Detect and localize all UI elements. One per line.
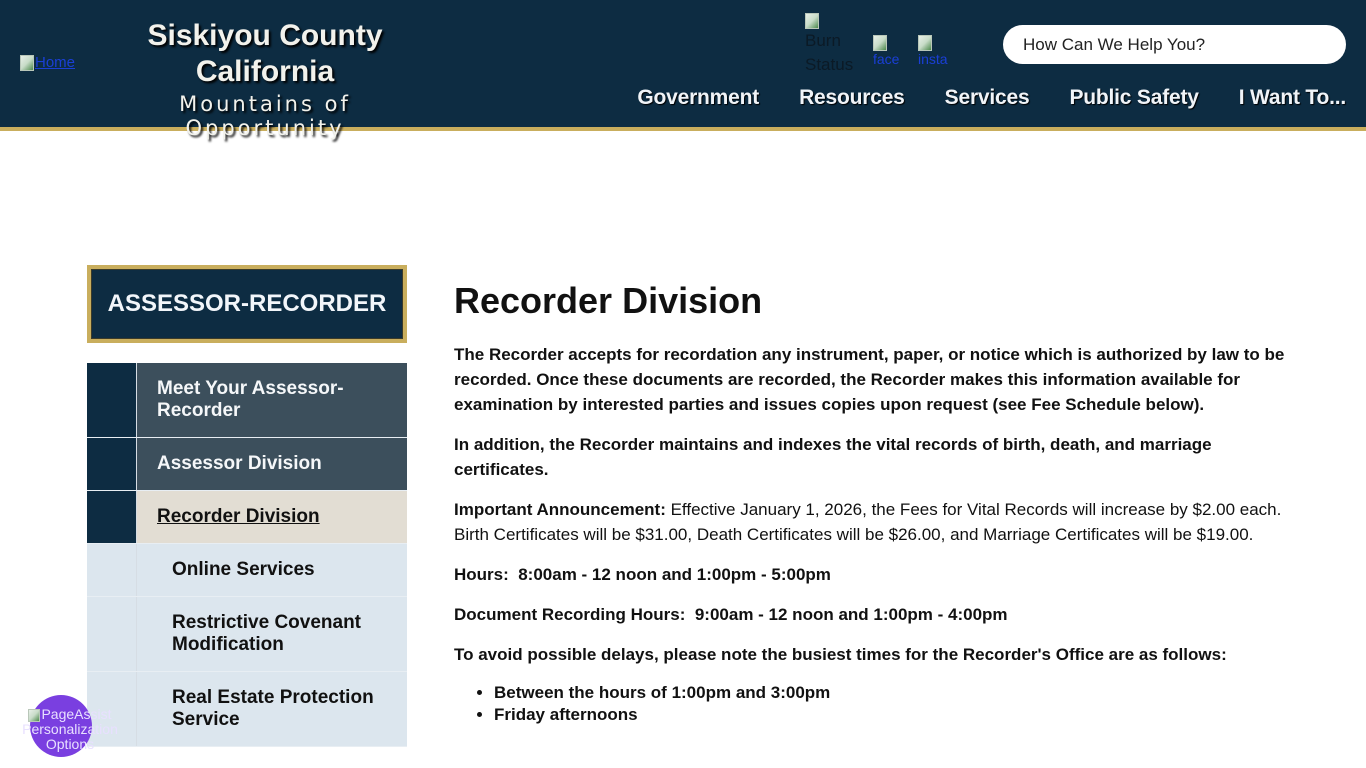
busy-times-intro: To avoid possible delays, please note the busiest times for the Recorder's Office are as follows: bbox=[454, 645, 1227, 664]
search-input[interactable] bbox=[1003, 25, 1346, 64]
sidebar-item-assessor-division[interactable] bbox=[87, 438, 407, 491]
nav-public-safety[interactable]: Public Safety bbox=[1069, 86, 1199, 109]
announcement-paragraph bbox=[454, 497, 1294, 547]
sidebar-item-label: Restrictive Covenant Modification bbox=[137, 597, 407, 671]
sidebar-gutter bbox=[87, 363, 137, 437]
sidebar-menu bbox=[87, 363, 407, 747]
sidebar-item-label: Online Services bbox=[137, 544, 407, 596]
site-title bbox=[100, 18, 430, 140]
sidebar-title bbox=[87, 265, 407, 343]
sidebar-item-recorder-division[interactable] bbox=[87, 491, 407, 544]
sidebar-gutter bbox=[87, 597, 137, 671]
office-hours: Hours: 8:00am - 12 noon and 1:00pm - 5:00pm bbox=[454, 565, 831, 584]
sidebar-item-label: Assessor Division bbox=[137, 438, 407, 490]
burn-status-link[interactable] bbox=[805, 13, 861, 77]
list-item: • Friday afternoons bbox=[494, 704, 1294, 726]
site-title-line1: Siskiyou County bbox=[147, 19, 383, 52]
pageassist-label-line2: Personalization bbox=[22, 721, 118, 737]
burn-status-alt: Burn Status bbox=[805, 31, 854, 74]
sidebar-gutter bbox=[87, 438, 137, 490]
recording-hours: Document Recording Hours: 9:00am - 12 noon and 1:00pm - 4:00pm bbox=[454, 605, 1008, 624]
sidebar-item-label: Recorder Division bbox=[137, 491, 407, 543]
sidebar-gutter bbox=[87, 491, 137, 543]
pageassist-label-line1: PageAssist bbox=[41, 706, 112, 722]
nav-government[interactable]: Government bbox=[637, 86, 760, 109]
sidebar-gutter bbox=[87, 544, 137, 596]
home-logo-icon bbox=[20, 55, 34, 71]
announcement-label: Important Announcement: bbox=[454, 500, 666, 519]
sidebar-item-label: Real Estate Protection Service bbox=[137, 672, 407, 746]
social-link[interactable] bbox=[918, 35, 948, 67]
main-nav bbox=[637, 86, 1346, 110]
announcement-text: Effective January 1, 2026, the Fees for Vital Records will increase by $2.00 each. Birth Certificates will be $31.00, Death Certificates will be $26.00, and Marriage Certificates will be $19.00. bbox=[454, 500, 1282, 544]
facebook-icon bbox=[873, 35, 887, 51]
site-tagline: Mountains of Opportunity bbox=[179, 92, 351, 140]
nav-services[interactable]: Services bbox=[944, 86, 1030, 109]
site-header bbox=[0, 0, 1366, 140]
facebook-link[interactable] bbox=[873, 35, 899, 67]
sidebar-title-text: ASSESSOR-RECORDER bbox=[107, 290, 387, 317]
pageassist-button[interactable] bbox=[22, 695, 118, 757]
sidebar-item-label: Meet Your Assessor-Recorder bbox=[137, 363, 407, 437]
pageassist-icon bbox=[28, 709, 40, 722]
pageassist-label-line3: Options bbox=[45, 736, 95, 752]
sidebar-item-meet-assessor[interactable] bbox=[87, 363, 407, 438]
sidebar-item-online-services[interactable] bbox=[87, 544, 407, 597]
pageassist-label bbox=[10, 707, 130, 752]
sidebar-item-real-estate-protection[interactable] bbox=[87, 672, 407, 747]
main-content bbox=[454, 280, 1294, 726]
sidebar-item-restrictive-covenant[interactable] bbox=[87, 597, 407, 672]
site-title-line2: California bbox=[195, 55, 335, 88]
intro-paragraph: The Recorder accepts for recordation any instrument, paper, or notice which is authorized by law to be recorded. Once these documents are recorded, the Recorder makes this information available for examination by interested parties and issues copies upon request (see Fee Schedule below). bbox=[454, 345, 1285, 414]
social-icon bbox=[918, 35, 932, 51]
home-logo-alt: Home bbox=[35, 54, 76, 71]
vital-records-paragraph: In addition, the Recorder maintains and indexes the vital records of birth, death, and marriage certificates. bbox=[454, 435, 1212, 479]
page-title: Recorder Division bbox=[454, 280, 763, 321]
nav-resources[interactable]: Resources bbox=[799, 86, 905, 109]
social-alt: insta bbox=[918, 51, 948, 67]
facebook-alt: face bbox=[873, 51, 900, 67]
busy-times-list bbox=[494, 682, 1294, 726]
burn-status-icon bbox=[805, 13, 819, 29]
list-item: • Between the hours of 1:00pm and 3:00pm bbox=[494, 682, 1294, 704]
nav-i-want-to[interactable]: I Want To... bbox=[1238, 86, 1346, 109]
home-logo-link[interactable] bbox=[20, 54, 75, 71]
